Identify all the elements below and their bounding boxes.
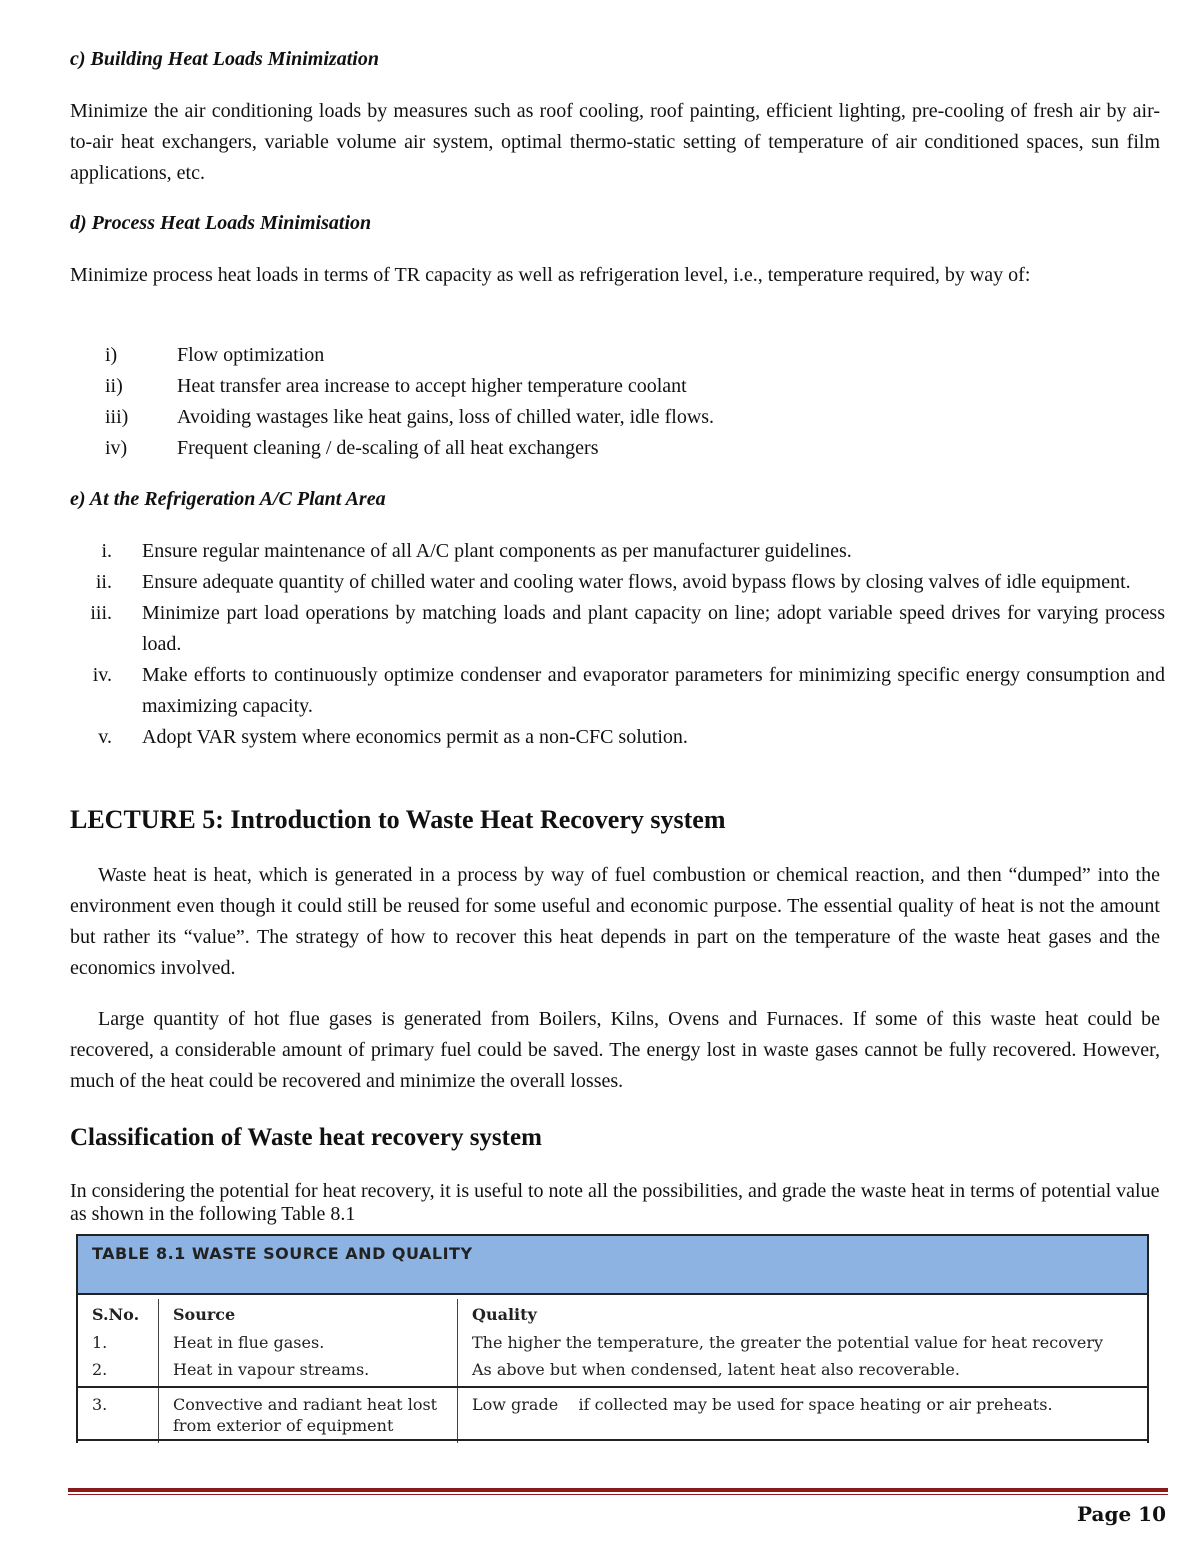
list-item-text: Ensure regular maintenance of all A/C plant components as per manufacturer guidelines. bbox=[142, 540, 852, 562]
list-item-text: Minimize part load operations by matching loads and plant capacity on line; adopt variable speed drives for varying process load. bbox=[142, 602, 1165, 655]
list-item bbox=[70, 660, 1165, 722]
list-item-text: Avoiding wastages like heat gains, loss of chilled water, idle flows. bbox=[177, 406, 715, 428]
table-cell: Low grade if collected may be used for space heating or air preheats. bbox=[458, 1387, 1149, 1440]
table-bottom-edge bbox=[77, 1440, 1148, 1443]
section-c-title: c) Building Heat Loads Minimization bbox=[70, 48, 379, 70]
section-e-title: e) At the Refrigeration A/C Plant Area bbox=[70, 488, 386, 510]
footer-rule-thin bbox=[68, 1494, 1168, 1495]
table-cell: Heat in flue gases. bbox=[159, 1328, 458, 1353]
list-item-number: iv) bbox=[105, 437, 128, 459]
classification-intro: In considering the potential for heat recovery, it is useful to note all the possibilities, and grade the waste heat in terms of potential value as shown in the following Table 8.1 bbox=[70, 1180, 1160, 1225]
list-item bbox=[70, 536, 1165, 567]
list-item-text: Adopt VAR system where economics permit as a non-CFC solution. bbox=[142, 726, 688, 748]
table-cell: As above but when condensed, latent heat also recoverable. bbox=[458, 1353, 1149, 1387]
list-item bbox=[70, 402, 1165, 433]
list-item-text: Make efforts to continuously optimize condenser and evaporator parameters for minimizing specific energy consumption and maximizing capacity. bbox=[142, 664, 1165, 717]
table-row bbox=[77, 1353, 1148, 1387]
list-item-number: iii. bbox=[90, 602, 112, 624]
table-cell: Convective and radiant heat lost from exterior of equipment bbox=[159, 1387, 458, 1440]
table-title: TABLE 8.1 WASTE SOURCE AND QUALITY bbox=[77, 1235, 1148, 1294]
list-item bbox=[70, 340, 1165, 371]
list-item-number: ii. bbox=[95, 571, 112, 593]
column-header-quality: Quality bbox=[458, 1299, 1149, 1328]
column-header-source: Source bbox=[159, 1299, 458, 1328]
table-header-row bbox=[77, 1299, 1148, 1328]
list-item-number: iv. bbox=[92, 664, 112, 686]
section-d-title: d) Process Heat Loads Minimisation bbox=[70, 212, 372, 234]
list-item bbox=[70, 371, 1165, 402]
list-item-number: iii) bbox=[105, 406, 129, 428]
page-number: Page 10 bbox=[1077, 1502, 1166, 1526]
table-cell: 3. bbox=[77, 1387, 159, 1440]
list-item-number: i) bbox=[105, 344, 118, 366]
section-c-body: Minimize the air conditioning loads by measures such as roof cooling, roof painting, efficient lighting, pre-cooling of fresh air by air- to-air heat exchangers, variable volume air system, optimal thermo-static setting of temperature of air conditioned spaces, sun film applications, etc. bbox=[70, 100, 1160, 184]
list-item-text: Flow optimization bbox=[177, 344, 325, 366]
list-item bbox=[70, 598, 1165, 660]
section-d-list bbox=[70, 340, 1165, 464]
list-item bbox=[70, 722, 1165, 753]
footer-rule-thick bbox=[68, 1488, 1168, 1492]
list-item-number: ii) bbox=[105, 375, 123, 397]
lecture-heading: LECTURE 5: Introduction to Waste Heat Recovery system bbox=[70, 805, 726, 834]
waste-source-table bbox=[76, 1234, 1149, 1443]
list-item bbox=[70, 433, 1165, 464]
table-cell: 2. bbox=[77, 1353, 159, 1387]
list-item-text: Ensure adequate quantity of chilled water and cooling water flows, avoid bypass flows by closing valves of idle equipment. bbox=[142, 571, 1131, 593]
table-row bbox=[77, 1328, 1148, 1353]
list-item-number: v. bbox=[98, 726, 112, 748]
table-row bbox=[77, 1387, 1148, 1440]
list-item-text: Heat transfer area increase to accept higher temperature coolant bbox=[177, 375, 687, 397]
table-cell: 1. bbox=[77, 1328, 159, 1353]
table-cell: The higher the temperature, the greater the potential value for heat recovery bbox=[458, 1328, 1149, 1353]
classification-heading: Classification of Waste heat recovery system bbox=[70, 1124, 542, 1151]
section-e-list bbox=[70, 536, 1165, 753]
column-header-sno: S.No. bbox=[77, 1299, 159, 1328]
list-item-text: Frequent cleaning / de-scaling of all heat exchangers bbox=[177, 437, 599, 459]
list-item-number: i. bbox=[101, 540, 112, 562]
list-item bbox=[70, 567, 1165, 598]
lecture-paragraph-2: Large quantity of hot flue gases is generated from Boilers, Kilns, Ovens and Furnaces. If some of this waste heat could be recovered, a considerable amount of primary fuel could be saved. The energy lost in waste gases cannot be fully recovered. However, much of the heat could be recovered and minimize the overall losses. bbox=[70, 1008, 1160, 1092]
table-cell: Heat in vapour streams. bbox=[159, 1353, 458, 1387]
section-d-body: Minimize process heat loads in terms of TR capacity as well as refrigeration level, i.e., temperature required, by way of: bbox=[70, 264, 1031, 286]
lecture-paragraph-1: Waste heat is heat, which is generated in a process by way of fuel combustion or chemical reaction, and then “dumped” into the environment even though it could still be reused for some useful and economic purpose. The essential quality of heat is not the amount but rather its “value”. The strategy of how to recover this heat depends in part on the temperature of the waste heat gases and the economics involved. bbox=[70, 864, 1160, 979]
